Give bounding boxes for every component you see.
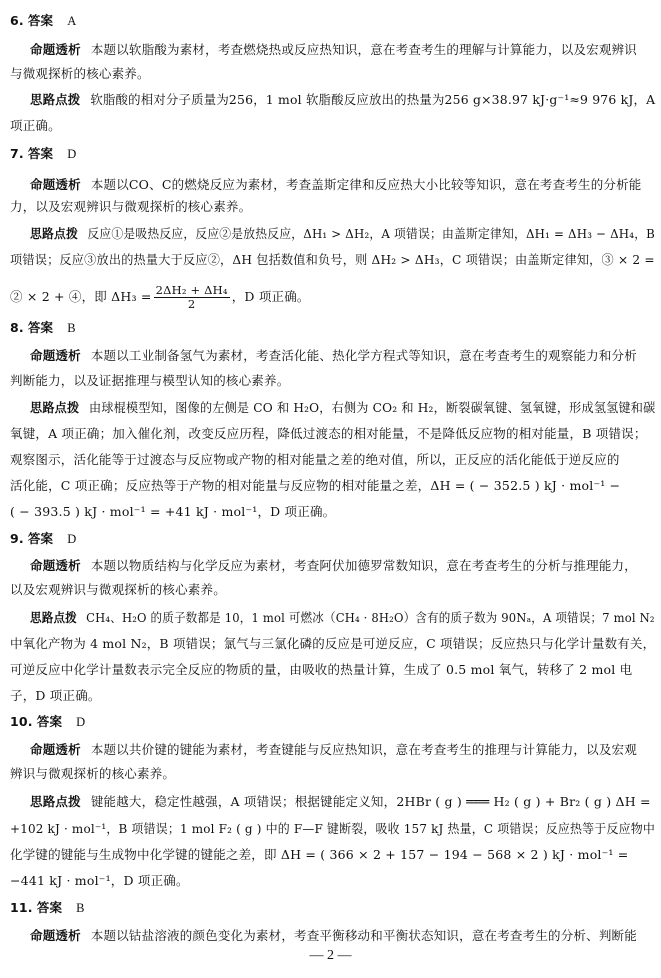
q10-hint — [30, 793, 651, 811]
hint-text: 反应①是吸热反应，反应②是放热反应，ΔH₁ > ΔH₂，A 项错误；由盖斯定律知，ΔH₁ = ΔH₃ − ΔH₄，B — [87, 226, 656, 241]
question-number: 10. — [10, 714, 33, 729]
q9-hint — [30, 609, 655, 627]
analysis-label: 命题透析 — [30, 348, 81, 363]
q8-hint-cont-4: ( − 393.5 ) kJ · mol⁻¹ = +41 kJ · mol⁻¹，D 项正确。 — [10, 504, 336, 519]
hint-label: 思路点拨 — [30, 794, 81, 809]
formula-suffix: ，D 项正确。 — [231, 289, 310, 304]
answer-letter: D — [67, 532, 77, 546]
analysis-label: 命题透析 — [30, 928, 81, 943]
hint-text: 软脂酸的相对分子质量为256，1 mol 软脂酸反应放出的热量为256 g×38.97 kJ·g⁻¹≈9 976 kJ，A — [90, 92, 656, 107]
answer-label: 答案 — [36, 714, 63, 729]
question-number: 8. — [10, 320, 24, 335]
q6-header — [10, 12, 77, 30]
answer-label: 答案 — [36, 900, 63, 915]
question-number: 7. — [10, 146, 24, 161]
q10-analysis-cont: 辨识与微观探析的核心素养。 — [10, 766, 176, 781]
q6-analysis-cont: 与微观探析的核心素养。 — [10, 66, 150, 81]
q6-hint — [30, 91, 655, 109]
answer-letter: A — [67, 14, 77, 28]
q11-analysis — [30, 927, 637, 945]
q9-hint-cont-1: 中氧化产物为 4 mol N₂，B 项错误；氯气与三氯化磷的反应是可逆反应，C 项错误；反应热只与化学计量数有关， — [10, 636, 656, 651]
analysis-text: 本题以工业制备氢气为素材，考查活化能、热化学方程式等知识，意在考查考生的观察能力和分析 — [90, 348, 637, 363]
q9-header — [10, 530, 77, 548]
hint-text: CH₄、H₂O 的质子数都是 10，1 mol 可燃冰（CH₄ · 8H₂O）含有的质子数为 90Nₐ，A 项错误；7 mol N₂ — [86, 610, 655, 625]
q9-hint-cont-3: 子，D 项正确。 — [10, 688, 101, 703]
answer-letter: B — [76, 901, 85, 915]
answer-label: 答案 — [27, 531, 54, 546]
q6-hint-cont: 项正确。 — [10, 118, 61, 133]
q9-hint-cont-2: 可逆反应中化学计量数表示完全反应的物质的量，由吸收的热量计算，生成了 0.5 mol 氧气，转移了 2 mol 电 — [10, 662, 633, 677]
formula-prefix: ② × 2 + ④，即 ΔH₃ = — [10, 289, 152, 304]
question-number: 9. — [10, 531, 24, 546]
q10-hint-cont-2: 化学键的键能与生成物中化学键的键能之差，即 ΔH = ( 366 × 2 + 157 − 194 − 568 × 2 ) kJ · mol⁻¹ = — [10, 847, 629, 862]
analysis-text: 本题以共价键的键能为素材，考查键能与反应热知识，意在考查考生的推理与计算能力，以及宏观 — [90, 742, 637, 757]
analysis-label: 命题透析 — [30, 42, 81, 57]
analysis-label: 命题透析 — [30, 558, 81, 573]
hint-label: 思路点拨 — [30, 226, 78, 241]
answer-label: 答案 — [27, 320, 54, 335]
q11-header — [10, 899, 85, 917]
fraction-denominator: 2 — [187, 297, 196, 311]
hint-label: 思路点拨 — [30, 92, 81, 107]
answer-label: 答案 — [27, 146, 54, 161]
question-number: 11. — [10, 900, 33, 915]
q7-hint-cont: 项错误；反应③放出的热量大于反应②，ΔH 包括数值和负号，则 ΔH₂ > ΔH₃，C 项错误；由盖斯定律知，③ × 2 = — [10, 252, 655, 267]
hint-label: 思路点拨 — [30, 400, 80, 415]
q7-analysis — [30, 176, 642, 194]
hint-label: 思路点拨 — [30, 610, 77, 625]
analysis-text: 本题以CO、C的燃烧反应为素材，考查盖斯定律和反应热大小比较等知识，意在考查考生的分析能 — [90, 177, 642, 192]
q7-hint — [30, 225, 655, 243]
q7-hint-formula — [10, 280, 310, 314]
q6-analysis — [30, 41, 637, 59]
q8-hint-cont-1: 氧键，A 项正确；加入催化剂，改变反应历程，降低过渡态的相对能量，不是降低反应物的相对能量，B 项错误； — [10, 426, 647, 441]
answer-letter: D — [67, 147, 77, 161]
page-number: — 2 — — [309, 948, 352, 963]
q7-header — [10, 145, 77, 163]
q9-analysis-cont: 以及宏观辨识与微观探析的核心素养。 — [10, 582, 226, 597]
answer-letter: D — [76, 715, 86, 729]
fraction-numerator: 2ΔH₂ + ΔH₄ — [155, 283, 228, 297]
q9-analysis — [30, 557, 637, 575]
analysis-text: 本题以软脂酸为素材，考查燃烧热或反应热知识，意在考查考生的理解与计算能力，以及宏观辨识 — [90, 42, 637, 57]
analysis-label: 命题透析 — [30, 177, 81, 192]
hint-text: 键能越大，稳定性越强，A 项错误；根据键能定义知，2HBr ( g ) ═══ H₂ ( g ) + Br₂ ( g ) ΔH = — [90, 794, 651, 809]
q8-hint-cont-3: 活化能，C 项正确；反应热等于产物的相对能量与反应物的相对能量之差，ΔH = ( − 352.5 ) kJ · mol⁻¹ − — [10, 478, 621, 493]
q8-header — [10, 319, 76, 337]
analysis-text: 本题以物质结构与化学反应为素材，考查阿伏加德罗常数知识，意在考查考生的分析与推理能力， — [90, 558, 637, 573]
q10-header — [10, 713, 85, 731]
q7-analysis-cont: 力，以及宏观辨识与微观探析的核心素养。 — [10, 199, 252, 214]
q8-hint — [30, 399, 655, 417]
fraction — [154, 284, 230, 311]
q8-analysis — [30, 347, 637, 365]
hint-text: 由球棍模型知，图像的左侧是 CO 和 H₂O，右侧为 CO₂ 和 H₂，断裂碳氧键、氢氧键，形成氢氢键和碳 — [89, 400, 656, 415]
answer-letter: B — [67, 321, 76, 335]
q8-hint-cont-2: 观察图示，活化能等于过渡态与反应物或产物的相对能量之差的绝对值，所以，正反应的活化能低于逆反应的 — [10, 452, 620, 467]
q8-analysis-cont: 判断能力，以及证据推理与模型认知的核心素养。 — [10, 373, 290, 388]
q10-hint-cont-3: −441 kJ · mol⁻¹，D 项正确。 — [10, 873, 189, 888]
analysis-text: 本题以钴盐溶液的颜色变化为素材，考查平衡移动和平衡状态知识，意在考查考生的分析、判断能 — [90, 928, 637, 943]
q10-analysis — [30, 741, 637, 759]
question-number: 6. — [10, 13, 24, 28]
answer-label: 答案 — [27, 13, 54, 28]
q10-hint-cont-1: +102 kJ · mol⁻¹，B 项错误；1 mol F₂ ( g ) 中的 F—F 键断裂，吸收 157 kJ 热量，C 项错误；反应热等于反应物中 — [10, 821, 656, 836]
analysis-label: 命题透析 — [30, 742, 81, 757]
